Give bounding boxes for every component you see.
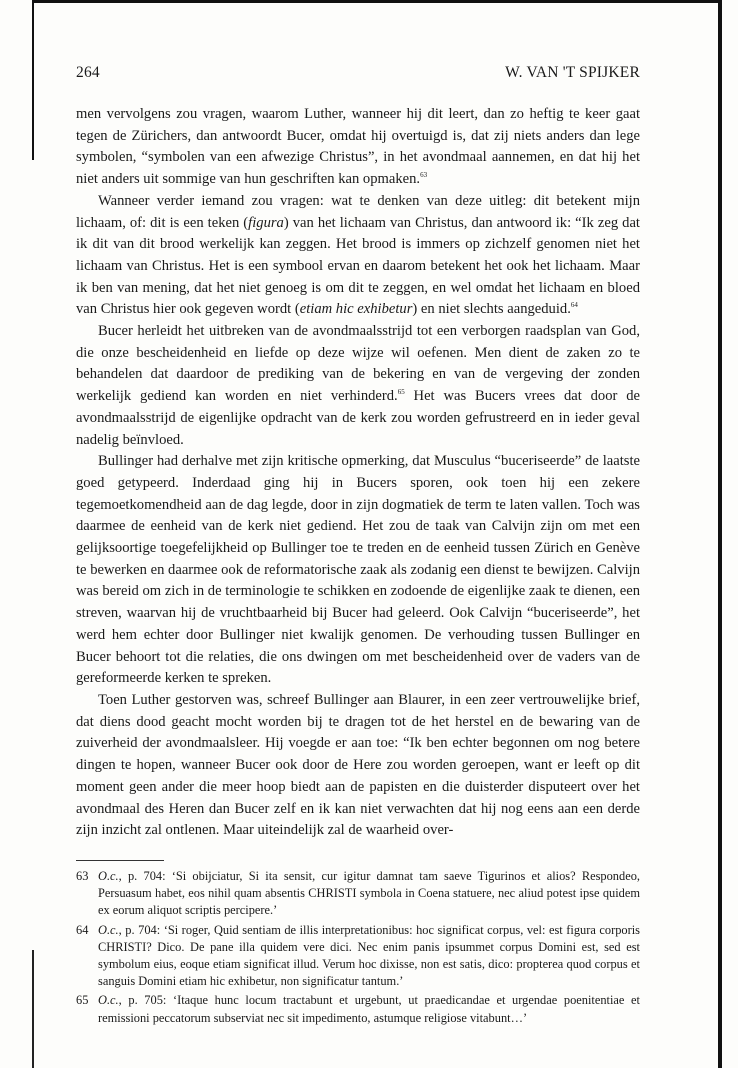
footnote-text [98, 868, 640, 920]
paragraph [76, 104, 640, 191]
footnote-ref[interactable]: 64 [570, 301, 578, 310]
footnote-rule [76, 860, 164, 861]
italic-text: figura [248, 214, 284, 231]
footnote [76, 992, 640, 1026]
text-run: ) van het lichaam van Christus, dan antwoord ik: “Ik zeg dat ik dit van dit brood werkelijk kan zeggen. Het brood is immers op zichzelf genomen niet het lichaam van Christus. Het is een symbool ervan en daarom betekent het ook het lichaam. Maar ik ben van mening, dat het niet genoeg is om dit te zeggen, en wel omdat het lichaam en bloed van Christus hier ook gegeven wordt ( [76, 214, 640, 318]
running-title: W. VAN 'T SPIJKER [505, 64, 640, 81]
italic-text: O.c. [98, 868, 119, 883]
page [76, 64, 640, 1029]
text-run: ) en niet slechts aangeduid. [412, 301, 571, 318]
scan-border-left-lower [32, 950, 34, 1068]
italic-text: O.c. [98, 993, 119, 1008]
paragraph [76, 191, 640, 321]
text-run: , p. 705: ‘Itaque hunc locum tractabunt et urgebunt, ut praedicandae et urgendae poenitentiae et remissioni peccatorum subserviat nec sit impedimento, astumque religiose vitabunt…’ [98, 993, 640, 1025]
scan-border-top [32, 0, 722, 3]
scan-border-right [718, 0, 722, 1068]
footnotes [76, 868, 640, 1027]
footnote-ref[interactable]: 63 [420, 171, 428, 180]
text-run: Bucer herleidt het uitbreken van de avondmaalsstrijd tot een verborgen raadsplan van God, die onze bescheidenheid en liefde op deze wijze wil oefenen. Men dient de zaken zo te behandelen dat daardoor de prediking van de bekering en van de vergeving der zonden werkelijk gediend kan worden en niet verhinderd. [76, 323, 640, 405]
footnote [76, 922, 640, 991]
text-run: Bullinger had derhalve met zijn kritische opmerking, dat Musculus “buceriseerde” de laatste goed getypeerd. Inderdaad ging hij in Bucers sporen, ook toen hij een zekere tegemoetkomendheid aan de dag legde, door in zijn dogmatiek de term te laten vallen. Toch was daarmee de eenheid van de kerk niet gediend. Het zou de taak van Calvijn zijn om met een gelijksoortige toegefelijkheid op Bullinger toe te treden en de eenheid tussen Zürich en Genève te bewerken en daarmee ook de reformatorische zaak als zodanig een dienst te bewijzen. Calvijn was bereid om zich in de terminologie te schikken en zodoende de eigenlijke zaak te dienen, een streven, waarvan hij de vruchtbaarheid bij Bucer had geleerd. Ook Calvijn “buceriseerde”, het werd hem echter door Bullinger niet kwalijk genomen. De verhouding tussen Bullinger en Bucer behoort tot die relaties, die ons dwingen om met bescheidenheid over de vaders van de gereformeerde kerken te spreken. [76, 453, 640, 687]
scan-border-left [32, 0, 34, 160]
text-run: Toen Luther gestorven was, schreef Bullinger aan Blaurer, in een zeer vertrouwelijke brief, dat diens dood geacht mocht worden bij te dragen tot de het herstel en de bewaring van de zuiverheid der avondmaalsleer. Hij voegde er aan toe: “Ik ben echter begonnen om nog betere dingen te hopen, wanneer Bucer ook door de Here zou worden geroepen, want er leeft op dit moment geen ander die meer hoop biedt aan de papisten en die duisterder disputeert over het avondmaal des Heren dan Bucer zelf en ik kan niet verwachten dat hij nog eens aan een derde zijn inzicht zal ontlenen. Maar uiteindelijk zal de waarheid over- [76, 691, 640, 839]
footnote-text [98, 922, 640, 991]
footnote-text [98, 992, 640, 1026]
text-run: Wanneer verder iemand zou vragen: wat te denken van deze uitleg: dit betekent mijn lichaam, of: dit is een teken ( [76, 192, 640, 231]
paragraph [76, 321, 640, 451]
running-header [76, 64, 640, 82]
text-run: , p. 704: ‘Si obijciatur, Si ita sensit, cur igitur damnat tam saeve Tigurinos et alios? Respondeo, Persuasum habet, eos nihil quam absentis CHRISTI symbola in Coena statuere, nec aliud potest ipse quidem ex eorum aliquot scriptis percipere.’ [98, 868, 640, 918]
italic-text: etiam hic exhibetur [299, 301, 413, 318]
footnote-number: 64 [76, 922, 89, 937]
paragraph [76, 451, 640, 690]
italic-text: O.c. [98, 922, 119, 937]
text-run: men vervolgens zou vragen, waarom Luther, wanneer hij dit leert, dan zo heftig te keer gaat tegen de Zürichers, dan antwoordt Bucer, omdat hij overtuigd is, dat zij niets anders dan lege symbolen, “symbolen van een afwezige Christus”, in het avondmaal aannemen, en dat hij het niet anders uit sommige van hun geschriften kan opmaken. [76, 106, 640, 188]
body-text [76, 104, 640, 842]
footnote-number: 65 [76, 993, 89, 1008]
text-run: Het was Bucers vrees dat door de avondmaalsstrijd de eigenlijke opdracht van de kerk zou worden gefrustreerd en in ieder geval nadelig beïnvloed. [76, 388, 640, 448]
footnote-number: 63 [76, 868, 89, 883]
paragraph [76, 690, 640, 842]
text-run: , p. 704: ‘Si roger, Quid sentiam de illis interpretationibus: hoc significat corpus, vel: est figura corporis CHRISTI? Dico. De pane illa quidem vere dici. Nec enim panis ipsummet corpus Domini est, sed est symbolum eius, eoque etiam significat illud. Verum hoc dixisse, non est satis, dico: propterea quod corpus et sanguis Domini etiam hic exhibetur, non significatur tantum.’ [98, 922, 640, 989]
footnote-ref[interactable]: 65 [397, 388, 405, 397]
page-number: 264 [76, 64, 100, 81]
footnote [76, 868, 640, 920]
